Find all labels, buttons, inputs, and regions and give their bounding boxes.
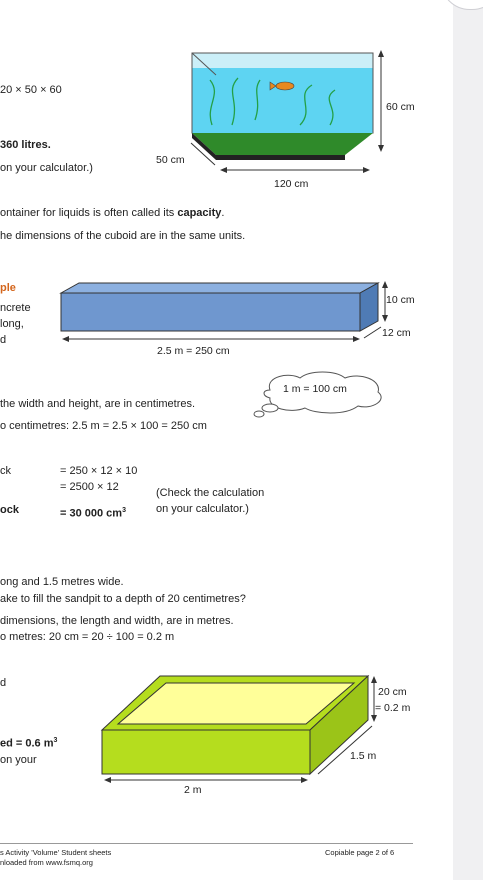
block-depth-label: 12 cm <box>382 327 411 339</box>
result-value: = 30 000 $cm^3$ <box>60 507 126 520</box>
sandpit-text-1: ong and 1.5 metres wide. <box>0 576 124 588</box>
example-text-1: ncrete <box>0 302 31 314</box>
capacity-note: ontainer for liquids is often called its capacity. <box>0 207 225 219</box>
calc-step-2: = 2500 × 12 <box>60 481 119 493</box>
sandpit-depth-label-2: = 0.2 m <box>375 702 411 714</box>
check-note-1: (Check the calculation <box>156 487 265 499</box>
tank-dimensions-calc: 20 × 50 × 60 <box>0 84 62 96</box>
check-note-2: on your calculator.) <box>156 503 249 515</box>
tank-volume-result: 360 litres. <box>0 139 51 151</box>
calc-step-1: = 250 × 12 × 10 <box>60 465 138 477</box>
tank-height-label: 60 cm <box>386 101 415 113</box>
units-note: he dimensions of the cuboid are in the same units. <box>0 230 246 242</box>
viewer-gutter <box>453 0 483 880</box>
example-heading: ple <box>0 282 16 294</box>
calc-label: ck <box>0 465 11 477</box>
example-text-3: d <box>0 334 7 346</box>
block-width-label: 10 cm <box>386 294 415 306</box>
block-length-label: 2.5 m = 250 cm <box>157 345 230 357</box>
sandpit-length-label: 2 m <box>184 784 202 796</box>
sandpit-result: ed = 0.6 $m^3$ <box>0 737 58 750</box>
units-line: the width and height, are in centimetres. <box>0 398 196 410</box>
footer-divider <box>0 843 413 844</box>
convert-line: o centimetres: 2.5 m = 2.5 × 100 = 250 cm <box>0 420 207 432</box>
footer-page-info: Copiable page 2 of 6 <box>325 848 395 857</box>
footer-left-2: nloaded from www.fsmq.org <box>0 858 93 867</box>
tank-depth-label: 50 cm <box>156 154 185 166</box>
sandpit-frag-1: d <box>0 677 7 689</box>
calculator-note: on your calculator.) <box>0 162 93 174</box>
sandpit-width-label: 1.5 m <box>350 750 377 762</box>
example-text-2: long, <box>0 318 24 330</box>
result-label: ock <box>0 504 19 516</box>
thought-text: 1 m = 100 cm <box>283 383 347 395</box>
footer-left-1: s Activity 'Volume' Student sheets <box>0 848 112 857</box>
sandpit-text-4: o metres: 20 cm = 20 ÷ 100 = 0.2 m <box>0 631 175 643</box>
sandpit-depth-label-1: 20 cm <box>378 686 407 698</box>
sandpit-text-2: ake to fill the sandpit to a depth of 20 centimetres? <box>0 593 246 605</box>
tank-length-label: 120 cm <box>274 178 309 190</box>
sandpit-frag-2: on your <box>0 754 37 766</box>
sandpit-text-3: dimensions, the length and width, are in metres. <box>0 615 234 627</box>
fish-tank-illustration <box>0 0 453 200</box>
